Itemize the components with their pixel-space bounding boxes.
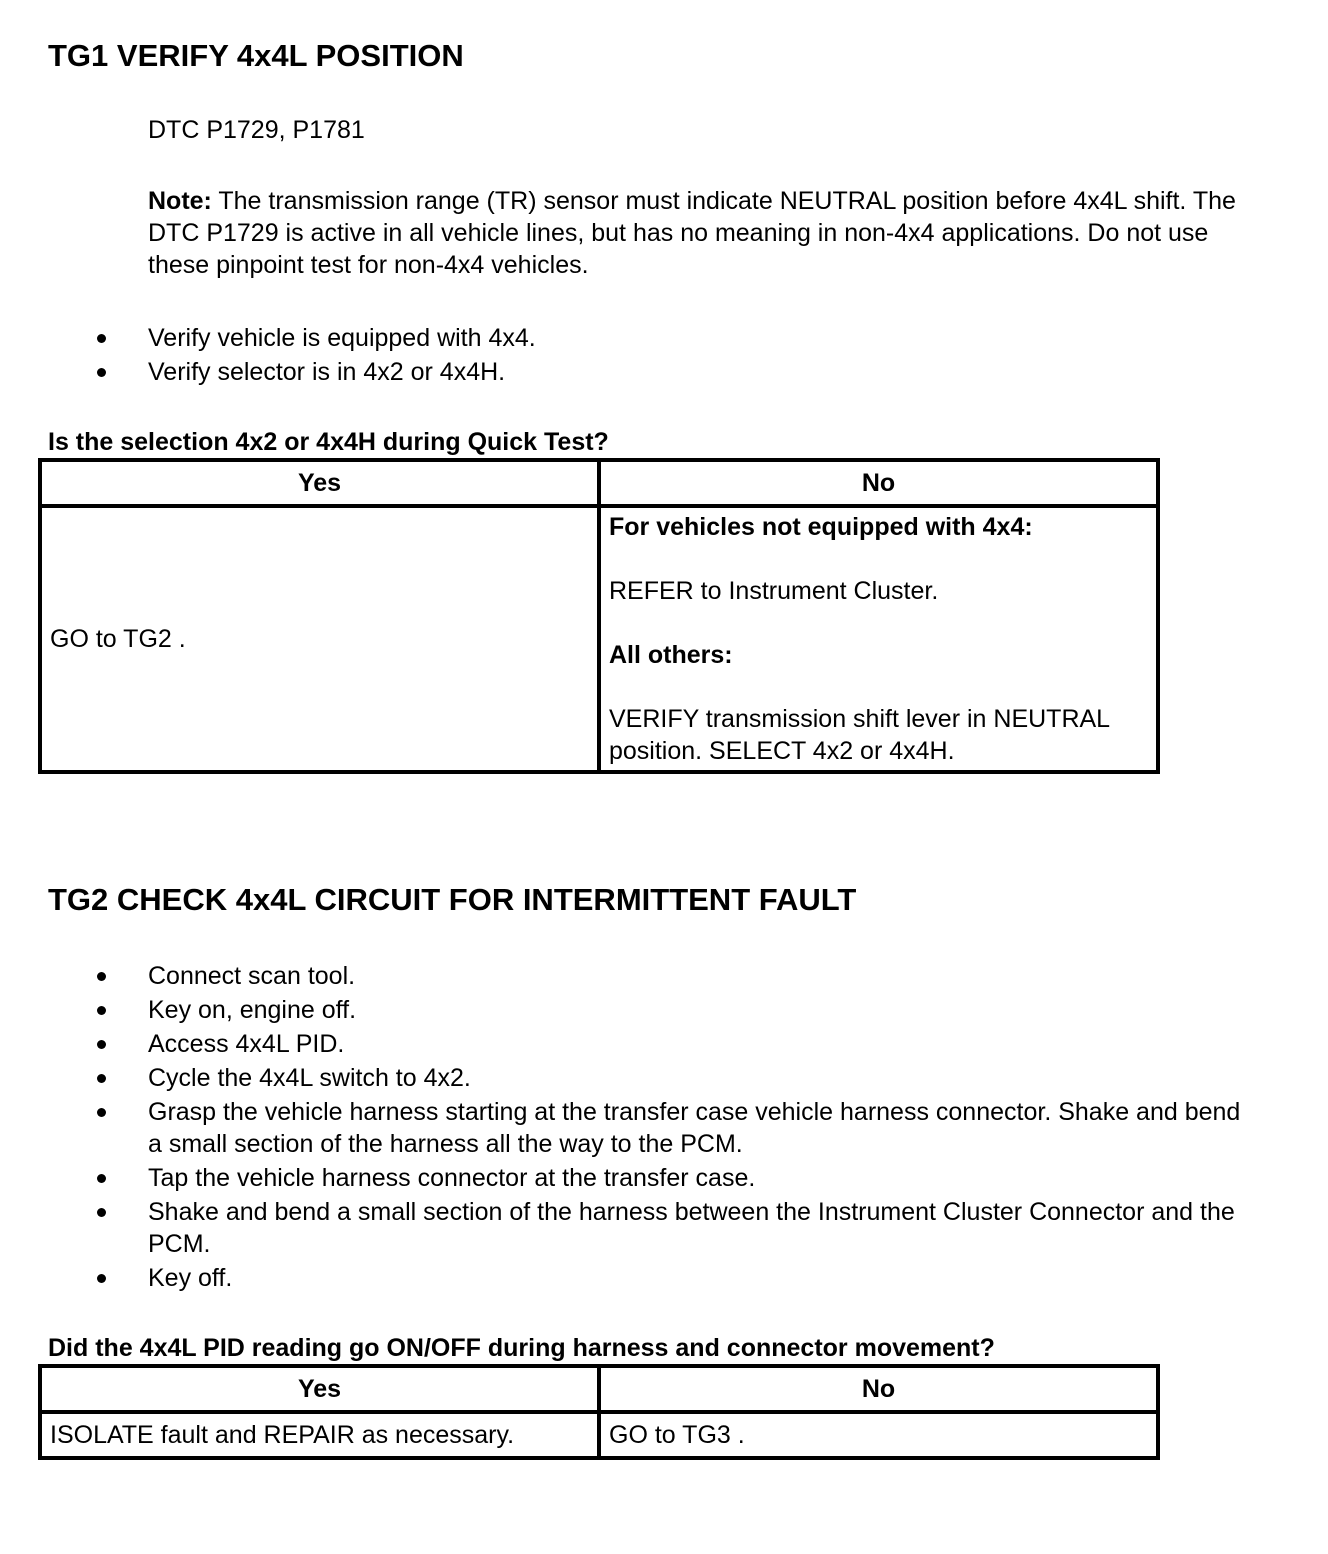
list-item: [0, 1096, 1248, 1160]
no-text-verify: VERIFY transmission shift lever in NEUTRAL position. SELECT 4x2 or 4x4H.: [609, 705, 1110, 765]
step-text: Grasp the vehicle harness starting at the transfer case vehicle harness connector. Shake and bend a small section of the harness all the way to the PCM.: [148, 1098, 1241, 1158]
list-item: [0, 322, 1248, 354]
bullet-icon: [97, 368, 106, 377]
bullet-icon: [97, 1040, 106, 1049]
list-item: [0, 960, 1248, 992]
table-row: [40, 1412, 1158, 1458]
list-item: [0, 1062, 1248, 1094]
tg1-note-text: The transmission range (TR) sensor must indicate NEUTRAL position before 4x4L shift. The DTC P1729 is active in all vehicle lines, but has no meaning in non-4x4 applications. Do not use these pinpoint test for non-4x4 vehicles.: [148, 187, 1236, 279]
goto-tg2-text: GO to TG2 .: [50, 624, 186, 653]
bullet-icon: [97, 1074, 106, 1083]
table-header-row: [40, 460, 1158, 506]
list-item: [0, 994, 1248, 1026]
yes-cell: ISOLATE fault and REPAIR as necessary.: [40, 1412, 599, 1458]
list-item: [0, 1162, 1248, 1194]
step-text: Connect scan tool.: [148, 962, 356, 990]
bullet-icon: [97, 334, 106, 343]
no-heading-not-equipped: For vehicles not equipped with 4x4:: [609, 513, 1033, 541]
no-heading-all-others: All others:: [609, 641, 733, 669]
tg1-title: TG1 VERIFY 4x4L POSITION: [48, 38, 464, 73]
no-cell: GO to TG3 .: [599, 1412, 1158, 1458]
list-item: [0, 356, 1248, 388]
step-text: Key off.: [148, 1264, 233, 1292]
tg2-title: TG2 CHECK 4x4L CIRCUIT FOR INTERMITTENT FAULT: [48, 882, 857, 917]
bullet-icon: [97, 1274, 106, 1283]
tg2-question: Did the 4x4L PID reading go ON/OFF during harness and connector movement?: [48, 1334, 995, 1362]
step-text: Verify selector is in 4x2 or 4x4H.: [148, 358, 506, 386]
step-text: Key on, engine off.: [148, 996, 357, 1024]
bullet-icon: [97, 1006, 106, 1015]
yes-cell: [40, 506, 599, 772]
step-text: Cycle the 4x4L switch to 4x2.: [148, 1064, 471, 1092]
tg1-dtc-codes: DTC P1729, P1781: [148, 116, 365, 144]
bullet-icon: [97, 1208, 106, 1217]
bullet-icon: [97, 1174, 106, 1183]
no-column-header: No: [599, 1366, 1158, 1412]
list-item: [0, 1196, 1248, 1260]
no-text-refer: REFER to Instrument Cluster.: [609, 577, 939, 605]
yes-column-header: Yes: [40, 1366, 599, 1412]
tg1-note: [148, 185, 1258, 281]
yes-column-header: Yes: [40, 460, 599, 506]
table-row: [40, 506, 1158, 772]
tg1-step-list: [0, 322, 1328, 390]
step-text: Verify vehicle is equipped with 4x4.: [148, 324, 536, 352]
list-item: [0, 1262, 1248, 1294]
tg2-step-list: [0, 960, 1328, 1296]
step-text: Access 4x4L PID.: [148, 1030, 345, 1058]
tg1-question: Is the selection 4x2 or 4x4H during Quick Test?: [48, 428, 609, 456]
tg2-answer-table: [38, 1364, 1160, 1460]
no-column-header: No: [599, 460, 1158, 506]
bullet-icon: [97, 972, 106, 981]
tg1-answer-table: [38, 458, 1160, 774]
step-text: Shake and bend a small section of the harness between the Instrument Cluster Connector and the PCM.: [148, 1198, 1235, 1258]
step-text: Tap the vehicle harness connector at the transfer case.: [148, 1164, 756, 1192]
list-item: [0, 1028, 1248, 1060]
no-cell: [599, 506, 1158, 772]
tg1-note-label: Note:: [148, 187, 212, 215]
table-header-row: [40, 1366, 1158, 1412]
bullet-icon: [97, 1108, 106, 1117]
